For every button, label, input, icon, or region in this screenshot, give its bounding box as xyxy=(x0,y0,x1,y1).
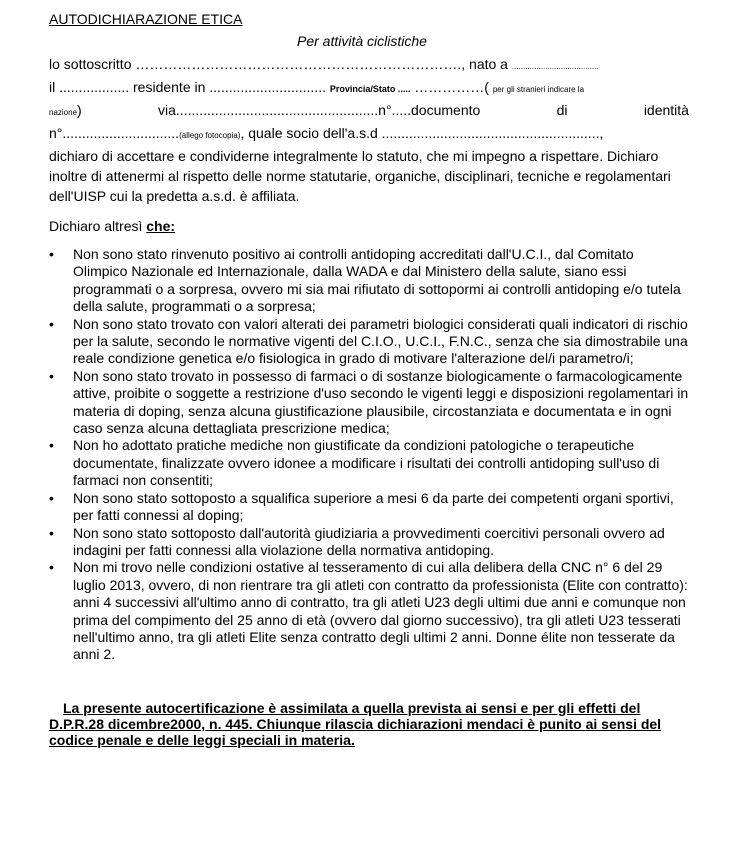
bullet-icon: • xyxy=(49,524,54,541)
document-number-line xyxy=(49,123,689,146)
document-title: AUTODICHIARAZIONE ETICA xyxy=(49,11,243,27)
province-state-label: Provincia/Stato ..... xyxy=(329,84,411,94)
word-di: di xyxy=(556,102,568,118)
address-text: via....................................................n°.....documento xyxy=(158,102,481,118)
document-page xyxy=(49,10,689,748)
list-item xyxy=(49,246,689,316)
further-declaration-che: che: xyxy=(146,218,176,234)
bullet-icon: • xyxy=(49,559,54,576)
bullet-icon: • xyxy=(49,437,54,454)
member-asd-text: , quale socio dell'a.s.d ........................................................, xyxy=(240,125,604,141)
declaration-text: Non sono stato sottoposto dall'autorità giudiziaria a provvedimenti coercitivi personali ovvero ad indagini per fatti connessi alla violazione della normativa antidoping. xyxy=(73,524,665,558)
declaration-text: Non sono stato rinvenuto positivo ai controlli antidoping accreditati dall'U.C.I., dal Comitato Olimpico Nazionale ed Internazionale, dalla WADA e dal Ministero della salute, siano essi programmati o a sorpresa, ovvero mi sia mai rifiutato di sottopormi ai controlli antidoping e/o tutela della salute, programmati o a sorpresa; xyxy=(73,246,681,315)
list-item xyxy=(49,316,689,368)
address-document-line xyxy=(49,100,689,123)
bullet-icon: • xyxy=(49,489,54,506)
document-number-text: n°.............................. xyxy=(49,125,180,141)
bullet-icon: • xyxy=(49,315,54,332)
bullet-icon: • xyxy=(49,246,54,262)
further-declaration-text: Dichiaro altresì xyxy=(49,218,143,234)
name-birthplace-text: lo sottoscritto ……………………………………………………………., nato a xyxy=(49,56,508,72)
residence-text: il .................. residente in .............................. xyxy=(49,79,326,95)
list-item xyxy=(49,437,689,489)
declarations-list xyxy=(49,246,689,664)
legal-footer-text: La presente autocertificazione è assimilata a quella prevista ai sensi e per gli effetti del D.P.R.28 dicembre2000, n. 445. Chiunque rilascia dichiarazioni mendaci è punito ai sensi del codice penale e delle leggi speciali in materia. xyxy=(49,699,662,748)
declaration-text: Non sono stato trovato con valori alterati dei parametri biologici considerati quali indicatori di rischio per la salute, secondo le normative vigenti del C.I.O., U.C.I., F.N.C., senza che sia dimostrabile una reale condizione genetica e/o fisiologica in grado di motivare l'alterazione del/i parametro/i; xyxy=(73,315,688,367)
declarant-name-line xyxy=(49,54,689,77)
foreigners-note: per gli stranieri indicare la xyxy=(492,85,585,94)
list-item xyxy=(49,368,689,438)
further-declaration-heading xyxy=(49,216,689,236)
declaration-text: Non sono stato trovato in possesso di farmaci o di sostanze biologicamente o farmacologicamente attive, proibite o soggette a restrizione d'uso secondo le vigenti leggi e disposizioni regolamentari in materia di doping, senza alcuna giustificazione plausibile, circostanziata e documentata e in ogni caso senza alcuna dettagliata prescrizione medica; xyxy=(73,367,689,437)
close-paren: ) xyxy=(77,102,82,118)
birthplace-dots: ....................................... xyxy=(511,62,599,71)
province-dots: ……………( xyxy=(414,79,489,95)
legal-footer xyxy=(49,700,689,748)
bullet-icon: • xyxy=(49,367,54,384)
declaration-text: Non sono stato sottoposto a squalifica superiore a mesi 6 da parte dei competenti organi sportivi, per fatti connessi al doping; xyxy=(73,489,674,524)
nation-note: nazione xyxy=(49,108,78,117)
list-item xyxy=(49,490,689,525)
residence-line xyxy=(49,77,689,100)
declaration-text: Non ho adottato pratiche mediche non giustificate da condizioni patologiche o terapeutiche documentate, finalizzate ovvero idonee a modificare i risultati dei controlli antidoping sull'uso di farmaci non consentiti; xyxy=(73,437,660,489)
acceptance-paragraph: dichiaro di accettare e condividerne integralmente lo statuto, che mi impegno a rispettare. Dichiaro inoltre di attenermi al rispetto delle norme statutarie, organiche, disciplinari, tecniche e regolamentari dell'UISP cui la predetta a.s.d. è affiliata. xyxy=(49,148,671,204)
declaration-text: Non mi trovo nelle condizioni ostative al tesseramento di cui alla delibera della CNC n° 6 del 29 luglio 2013, ovvero, di non rientrare tra gli atleti con contratto da professionista (Elite con contratto): anni 4 successivi all'ultimo anno di contratto, tra gli atleti U23 degli ultimi due anni e comunque non prima del compimento del 25 anno di età (ovvero dal giorno successivo), tra gli atleti U23 tesserati nell'ultimo anno, tra gli atleti Elite senza contratto degli ultimi 2 anni. Donne élite non tesserate da anni 2. xyxy=(73,559,688,663)
word-identita: identità xyxy=(643,102,689,118)
list-item xyxy=(49,559,689,663)
document-subtitle: Per attività ciclistiche xyxy=(297,33,427,49)
attach-copy-note: (allego fotocopia) xyxy=(179,131,241,140)
list-item xyxy=(49,525,689,560)
